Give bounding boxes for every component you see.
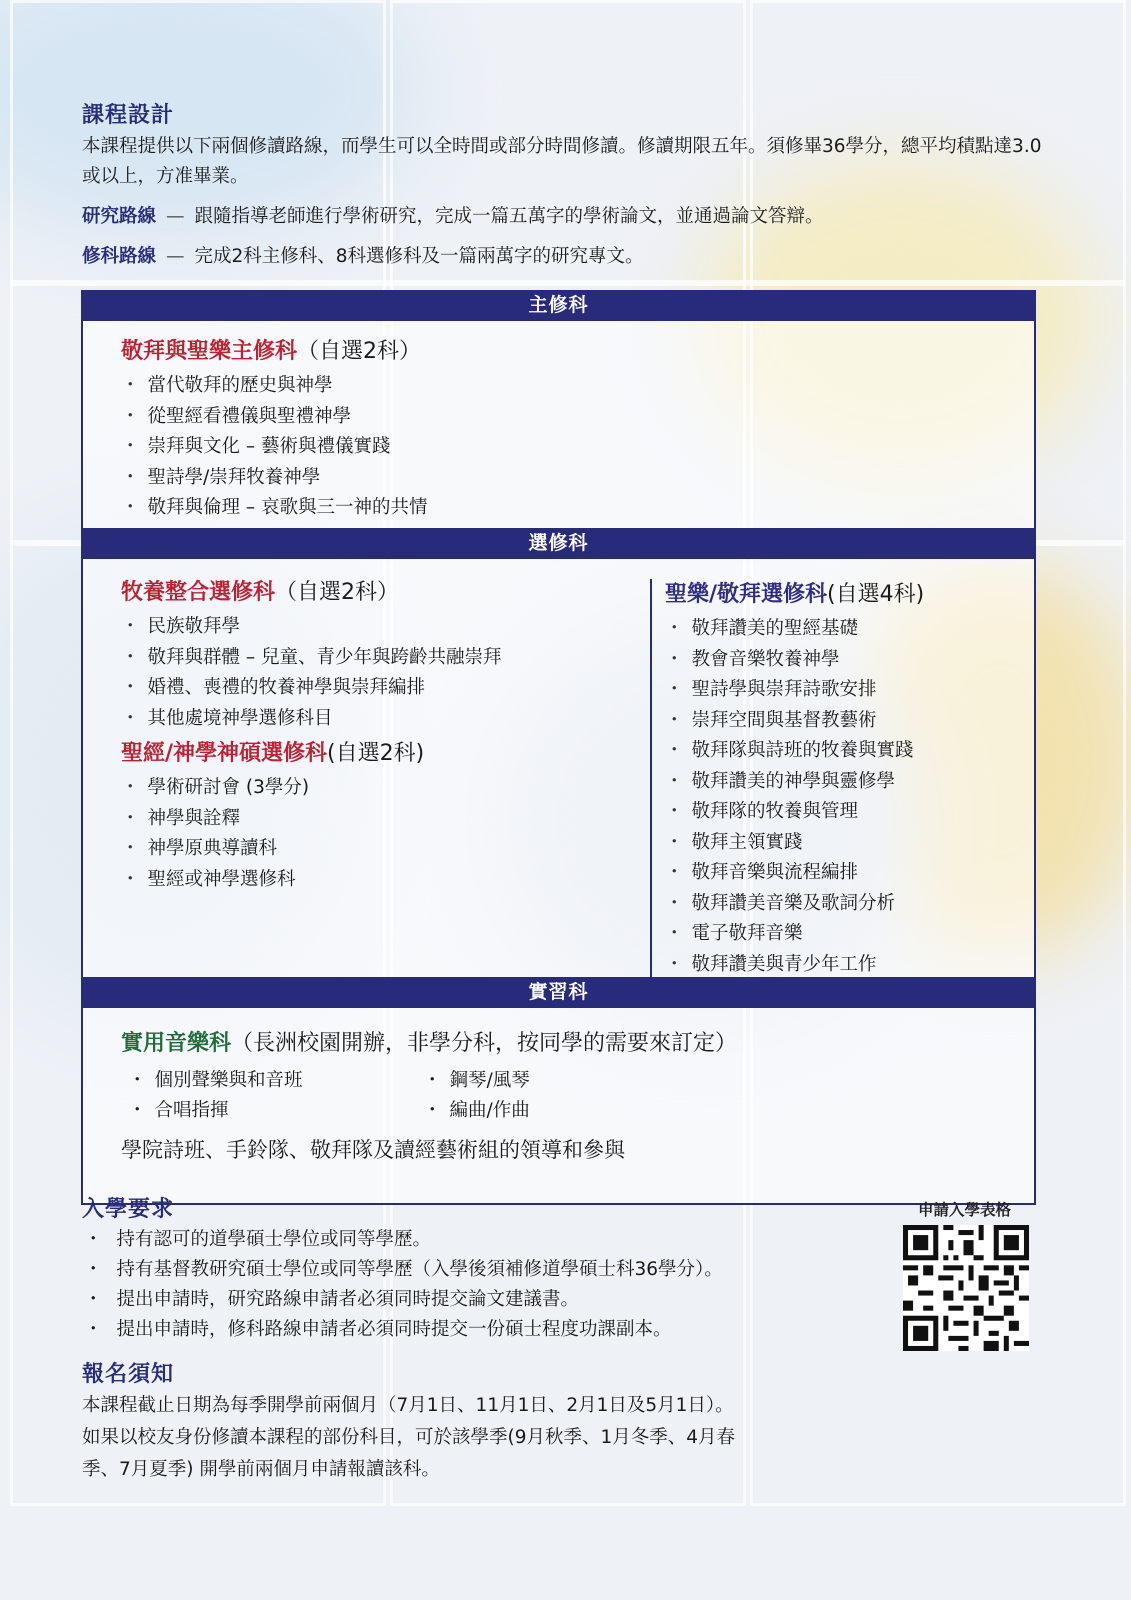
registration-heading: 報名須知 [82,1362,175,1387]
admission-heading: 入學要求 [82,1197,175,1222]
list-item: ・ 民族敬拜學 [121,612,502,643]
list-item: ・ 其他處境神學選修科目 [121,704,502,735]
list-item: ・ 崇拜空間與基督教藝術 [665,706,924,737]
list-item: ・ 聖詩學與崇拜詩歌安排 [665,675,924,706]
course-intro: 本課程提供以下兩個修讀路線，而學生可以全時間或部分時間修讀。修讀期限五年。須修畢36學分，總平均積點達3.0或以上，方准畢業。 [82,136,1042,187]
list-item: ・ 敬拜音樂與流程編排 [665,858,924,889]
list-item: ・ 學術研討會 (3學分) [121,773,424,804]
list-item: ・ 鋼琴/風琴 [423,1066,530,1096]
list-item: ・ 敬拜讚美與青少年工作 [665,950,924,981]
course-route [82,242,644,268]
bible-title: 聖經/神學神碩選修科 [121,741,328,766]
course-design-heading: 課程設計 [82,103,175,128]
admission-list [84,1225,723,1345]
qr-label: 申請入學表格 [918,1201,1012,1219]
practicum-bar: 實習科 [81,977,1036,1008]
practicum-footer: 學院詩班、手鈴隊、敬拜隊及讀經藝術組的領導和參與 [121,1138,625,1162]
list-item: ・ 敬拜隊的牧養與管理 [665,797,924,828]
list-item: ・ 教會音樂牧養神學 [665,645,924,676]
list-item: ・ 當代敬拜的歷史與神學 [121,371,428,402]
column-divider [650,579,652,1002]
bible-group [121,739,424,895]
registration-line: 本課程截止日期為每季開學前兩個月（7月1日、11月1日、2月1日及5月1日）。 [82,1395,734,1416]
major-title: 敬拜與聖樂主修科 [121,339,298,364]
major-list [121,371,428,524]
list-item: ・ 神學原典導讀科 [121,834,424,865]
pastoral-list [121,612,502,734]
list-item: ・ 敬拜讚美的神學與靈修學 [665,767,924,798]
list-item: ・ 持有基督教研究碩士學位或同等學歷（入學後須補修道學碩士科36學分）。 [84,1255,723,1285]
list-item: ・ 神學與詮釋 [121,804,424,835]
registration-line: 如果以校友身份修讀本課程的部份科目，可於該學季(9月秋季、1月冬季、4月春 [82,1427,736,1448]
music-list [665,614,924,980]
practicum-title: 實用音樂科 [121,1031,232,1056]
list-item: ・ 敬拜主領實踐 [665,828,924,859]
dash: — [166,206,185,227]
pastoral-title: 牧養整合選修科 [121,580,276,605]
major-group [121,337,428,524]
list-item: ・ 敬拜隊與詩班的牧養與實踐 [665,736,924,767]
bible-note: (自選2科) [327,741,425,766]
list-item: ・ 敬拜讚美音樂及歌詞分析 [665,889,924,920]
list-item: ・ 合唱指揮 [128,1096,229,1126]
dash: — [166,246,185,267]
list-item: ・ 個別聲樂與和音班 [128,1066,303,1096]
list-item: ・ 敬拜與倫理 – 哀歌與三一神的共情 [121,493,428,524]
course-route-text: 完成2科主修科、8科選修科及一篇兩萬字的研究專文。 [194,246,644,267]
registration-notes [82,1390,735,1486]
list-item: ・ 編曲/作曲 [423,1096,530,1126]
list-item: ・ 提出申請時，研究路線申請者必須同時提交論文建議書。 [84,1285,723,1315]
application-qr-code-icon[interactable] [903,1225,1029,1351]
course-route-label: 修科路線 [82,246,157,267]
list-item: ・ 崇拜與文化 – 藝術與禮儀實踐 [121,432,428,463]
research-route-label: 研究路線 [82,206,157,227]
music-title: 聖樂/敬拜選修科 [665,582,828,607]
music-group [665,580,924,980]
elective-bar: 選修科 [81,528,1036,559]
registration-line: 季、7月夏季) 開學前兩個月申請報讀該科。 [82,1459,440,1480]
practicum-group [121,1029,737,1059]
major-note: （自選2科） [297,339,422,364]
major-bar: 主修科 [81,290,1036,321]
bible-list [121,773,424,895]
pastoral-group [121,578,502,734]
research-route-text: 跟隨指導老師進行學術研究，完成一篇五萬字的學術論文，並通過論文答辯。 [194,206,824,227]
music-note: (自選4科) [827,582,925,607]
list-item: ・ 敬拜與群體 – 兒童、青少年與跨齡共融崇拜 [121,643,502,674]
pastoral-note: （自選2科） [275,580,400,605]
list-item: ・ 提出申請時，修科路線申請者必須同時提交一份碩士程度功課副本。 [84,1315,723,1345]
list-item: ・ 持有認可的道學碩士學位或同等學歷。 [84,1225,723,1255]
list-item: ・ 婚禮、喪禮的牧養神學與崇拜編排 [121,673,502,704]
research-route [82,202,824,228]
list-item: ・ 從聖經看禮儀與聖禮神學 [121,402,428,433]
curriculum-table [81,290,1036,1205]
list-item: ・ 電子敬拜音樂 [665,919,924,950]
list-item: ・ 敬拜讚美的聖經基礎 [665,614,924,645]
list-item: ・ 聖經或神學選修科 [121,865,424,896]
practicum-note: （長洲校園開辦，非學分科，按同學的需要來訂定） [231,1031,738,1056]
list-item: ・ 聖詩學/崇拜牧養神學 [121,463,428,494]
